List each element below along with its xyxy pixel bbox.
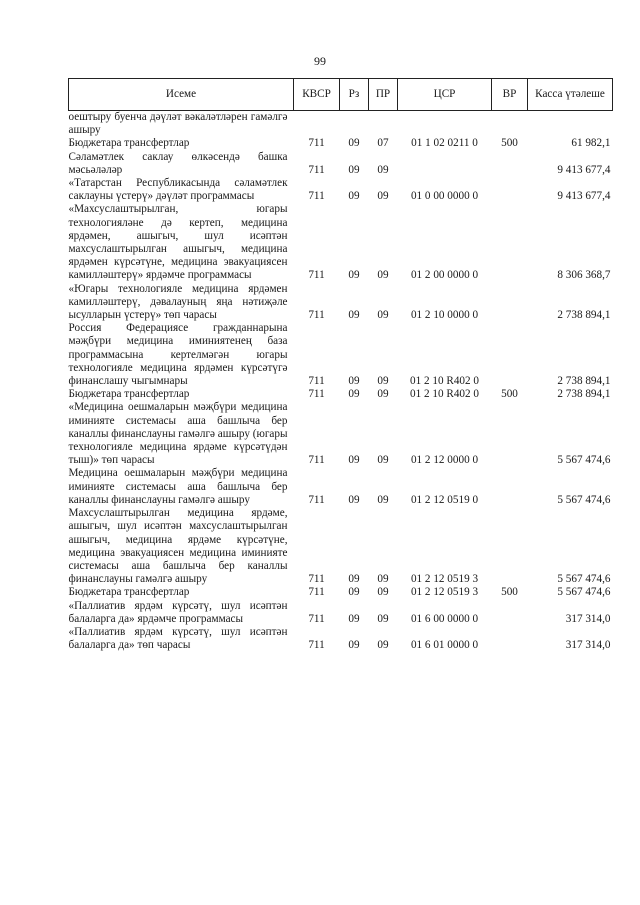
row-amount: 8 306 368,7 xyxy=(557,269,611,282)
row-rz: 09 xyxy=(348,612,360,625)
row-vr: 500 xyxy=(501,586,518,599)
row-pr: 09 xyxy=(377,190,389,203)
row-amount: 5 567 474,6 xyxy=(557,586,611,599)
row-pr: 09 xyxy=(377,493,389,506)
row-amount: 5 567 474,6 xyxy=(557,493,611,506)
row-amount: 5 567 474,6 xyxy=(557,573,611,586)
row-kvsr: 711 xyxy=(308,375,325,388)
row-pr: 09 xyxy=(377,309,389,322)
row-pr: 09 xyxy=(377,375,389,388)
row-pr: 09 xyxy=(377,163,389,176)
row-kvsr xyxy=(294,111,340,138)
row-vr xyxy=(492,467,528,507)
header-vr: ВР xyxy=(492,79,528,111)
header-kvsr: КВСР xyxy=(294,79,340,111)
row-amount: 2 738 894,1 xyxy=(557,309,611,322)
row-pr: 09 xyxy=(377,612,389,625)
row-csr: 01 0 00 0000 0 xyxy=(410,190,479,203)
row-amount: 317 314,0 xyxy=(565,612,611,625)
row-kvsr: 711 xyxy=(308,190,325,203)
header-csr: ЦСР xyxy=(398,79,492,111)
row-vr xyxy=(492,507,528,586)
row-name: «Югары технологияле медицина ярдәмен камилләштерү, дәвалауның яңа нәтиҗәле ысулларын үстерү» төп чарасы xyxy=(68,282,288,322)
row-vr xyxy=(492,283,528,323)
row-name: «Медицина оешмаларын мәҗбүри медицина иминияте системасы аша башлыча бер каналлы финанслауны гамәлгә ашыру (югары технологияле медицина ярдәме күрсәтүдән тыш)» төп чарасы xyxy=(68,401,288,467)
page-number: 99 xyxy=(314,54,326,68)
row-csr: 01 2 12 0519 3 xyxy=(410,573,479,586)
header-kassa: Касса үтәлеше xyxy=(528,79,613,111)
row-kvsr: 711 xyxy=(308,388,325,401)
row-kvsr: 711 xyxy=(308,573,325,586)
row-amount xyxy=(528,111,613,138)
row-vr xyxy=(492,626,528,652)
row-csr xyxy=(398,151,492,177)
table-row xyxy=(69,137,613,150)
row-amount: 5 567 474,6 xyxy=(557,454,611,467)
table-header-row xyxy=(69,79,613,111)
table-row xyxy=(69,111,613,138)
row-csr: 01 2 12 0519 3 xyxy=(410,586,479,599)
table-row xyxy=(69,283,613,323)
row-csr: 01 6 01 0000 0 xyxy=(410,639,479,652)
row-amount: 2 738 894,1 xyxy=(557,375,611,388)
row-name: «Паллиатив ярдәм күрсәтү, шул исәптән балаларга да» төп чарасы xyxy=(68,625,288,652)
row-name: Бюджетара трансфертлар xyxy=(68,586,190,599)
row-pr: 09 xyxy=(377,269,389,282)
row-amount: 317 314,0 xyxy=(565,639,611,652)
row-csr: 01 2 00 0000 0 xyxy=(410,269,479,282)
row-rz: 09 xyxy=(348,163,360,176)
table-row xyxy=(69,467,613,507)
row-rz xyxy=(340,111,369,138)
row-rz: 09 xyxy=(348,586,360,599)
budget-table xyxy=(68,78,613,652)
row-kvsr: 711 xyxy=(308,454,325,467)
header-rz: Рз xyxy=(340,79,369,111)
row-vr xyxy=(492,401,528,467)
row-csr xyxy=(398,111,492,138)
row-kvsr: 711 xyxy=(308,639,325,652)
row-vr xyxy=(492,322,528,388)
row-csr: 01 1 02 0211 0 xyxy=(411,137,478,150)
row-name: Россия Федерациясе гражданнарына мәҗбүри медицина иминиятенең база программасына кертелмәгән югары технологияле медицина ярдәмен күрсәтүгә финанслашу чыгымнары xyxy=(68,322,288,388)
row-vr xyxy=(492,600,528,626)
row-rz: 09 xyxy=(348,639,360,652)
row-kvsr: 711 xyxy=(308,612,325,625)
row-name: Медицина оешмаларын мәҗбүри медицина иминияте системасы аша башлыча бер каналлы финанслауны гамәлгә ашыру xyxy=(68,467,288,506)
row-kvsr: 711 xyxy=(308,163,325,176)
row-name: Бюджетара трансфертлар xyxy=(68,388,190,401)
row-pr: 09 xyxy=(377,639,389,652)
row-rz: 09 xyxy=(348,493,360,506)
row-pr: 09 xyxy=(377,573,389,586)
row-name: Махсуслаштырылган медицина ярдәме, ашыгыч, шул исәптән махсуслаштырылган ашыгыч, медицина ярдәме күрсәтүне, медицина эвакуациясен медицина иминияте системасы аша башлыча бер каналлы финанслауны гамәлгә ашыру xyxy=(68,507,288,586)
row-amount: 9 413 677,4 xyxy=(557,163,611,176)
row-rz: 09 xyxy=(348,269,360,282)
header-pr: ПР xyxy=(369,79,398,111)
table-row xyxy=(69,507,613,586)
row-csr: 01 2 10 R402 0 xyxy=(410,388,479,401)
row-rz: 09 xyxy=(348,454,360,467)
row-csr: 01 6 00 0000 0 xyxy=(410,612,479,625)
table-row xyxy=(69,401,613,467)
row-kvsr: 711 xyxy=(308,493,325,506)
row-pr: 09 xyxy=(377,586,389,599)
row-vr xyxy=(492,203,528,282)
table-row xyxy=(69,626,613,652)
row-amount: 61 982,1 xyxy=(571,137,611,150)
row-kvsr: 711 xyxy=(308,137,325,150)
row-name: Сәламәтлек саклау өлкәсендә башка мәсьәләләр xyxy=(68,150,288,176)
row-rz: 09 xyxy=(348,388,360,401)
row-rz: 09 xyxy=(348,309,360,322)
row-name: Бюджетара трансфертлар xyxy=(68,137,190,150)
header-name: Исеме xyxy=(69,79,294,111)
table-row xyxy=(69,203,613,282)
table-row xyxy=(69,177,613,203)
row-pr: 09 xyxy=(377,388,389,401)
row-csr: 01 2 10 0000 0 xyxy=(410,309,479,322)
row-kvsr: 711 xyxy=(308,309,325,322)
row-csr: 01 2 12 0519 0 xyxy=(410,493,479,506)
row-vr xyxy=(492,177,528,203)
row-name: оештыру буенча дәүләт вәкаләтләрен гамәлгә ашыру xyxy=(68,111,288,137)
row-rz: 09 xyxy=(348,190,360,203)
row-name: «Махсуслаштырылган, югары технологияләне дә кертеп, медицина ярдәмен, ашыгыч, шул исәптән махсуслаштырылган ашыгыч, медицина ярдәмен күрсәтүне, медицина эвакуациясен камилләштерү» ярдәмче программасы xyxy=(68,203,288,282)
row-csr: 01 2 12 0000 0 xyxy=(410,454,479,467)
row-rz: 09 xyxy=(348,375,360,388)
row-pr: 07 xyxy=(377,137,389,150)
row-amount: 2 738 894,1 xyxy=(557,388,611,401)
row-vr xyxy=(492,151,528,177)
row-kvsr: 711 xyxy=(308,586,325,599)
table-row xyxy=(69,600,613,626)
table-row xyxy=(69,586,613,599)
row-vr: 500 xyxy=(501,388,518,401)
table-row xyxy=(69,388,613,401)
row-vr xyxy=(492,111,528,138)
row-pr: 09 xyxy=(377,454,389,467)
table-row xyxy=(69,322,613,388)
row-name: «Татарстан Республикасында сәламәтлек саклауны үстерү» дәүләт программасы xyxy=(68,177,288,203)
row-kvsr: 711 xyxy=(308,269,325,282)
row-csr: 01 2 10 R402 0 xyxy=(410,375,479,388)
row-vr: 500 xyxy=(501,137,518,150)
row-name: «Паллиатив ярдәм күрсәтү, шул исәптән балаларга да» ярдәмче программасы xyxy=(68,599,288,625)
row-pr xyxy=(369,111,398,138)
row-amount: 9 413 677,4 xyxy=(557,190,611,203)
row-rz: 09 xyxy=(348,137,360,150)
table-row xyxy=(69,151,613,177)
row-rz: 09 xyxy=(348,573,360,586)
